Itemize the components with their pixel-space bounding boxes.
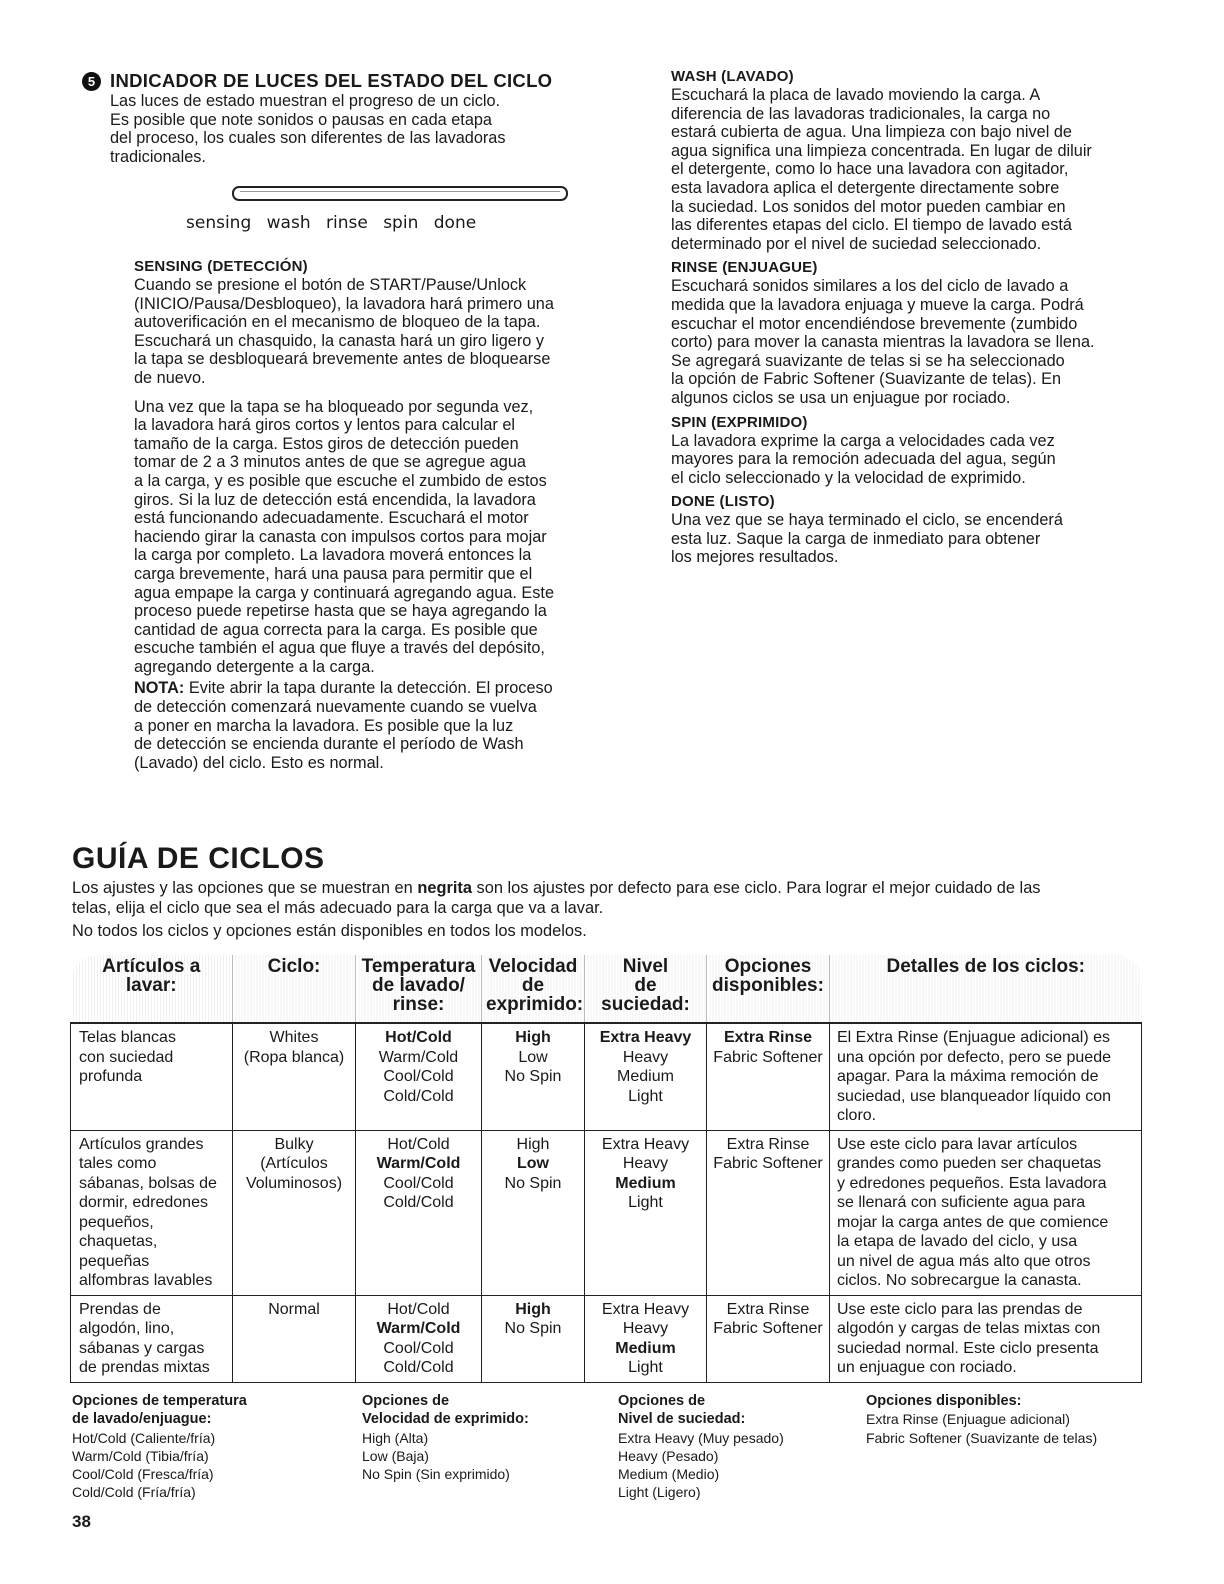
status-light-labels: sensing wash rinse spin done (186, 213, 477, 233)
cell-details: Use este ciclo para lavar artículos grandes como pueden ser chaquetas y edredones pequeños. Esta lavadora se llenará con suficiente agua para mojar la carga antes de que comience la etapa de lavado del ciclo, y usa un nivel de agua más alto que otros ciclos. No sobrecargue la canasta. (830, 1130, 1142, 1295)
header-items: Artículos a lavar: (71, 955, 233, 1023)
cell-details: El Extra Rinse (Enjuague adicional) es una opción por defecto, pero se puede apagar. Para la máxima remoción de suciedad, use blanqueador líquido con cloro. (830, 1023, 1142, 1130)
guide-intro-line: No todos los ciclos y opciones están disponibles en todos los modelos. (72, 922, 587, 940)
legend-heading: Opciones de temperatura de lavado/enjuague: (72, 1393, 247, 1428)
cell-spin-speed: High Low No Spin (482, 1130, 585, 1295)
legend-soil-level (618, 1392, 784, 1502)
step-number-badge: 5 (82, 72, 101, 91)
header-options: Opciones disponibles: (707, 955, 830, 1023)
note-label: NOTA: (134, 679, 185, 698)
table-row (71, 1023, 1142, 1130)
table-body (71, 1023, 1142, 1382)
sensing-paragraph-2: Una vez que la tapa se ha bloqueado por segunda vez, la lavadora hará giros cortos y lentos para calcular el tamaño de la carga. Estos giros de detección pueden tomar de 2 a 3 minutos antes de que se agregue agua a la carga, y es posible que escuche el zumbido de estos giros. Si la luz de detección está encendida, la lavadora está funcionando adecuadamente. Escuchará el motor haciendo girar la canasta con impulsos cortos para mojar la carga por completo. La lavadora moverá entonces la carga brevemente, hará una pausa para permitir que el agua empape la carga y continuará agregando agua. Este proceso puede repetirse hasta que se haya agregando la cantidad de agua correcta para la carga. Es posible que escuche también el agua que fluye a través del depósito, agregando detergente a la carga. (134, 397, 554, 676)
rinse-heading: RINSE (ENJUAGUE) (671, 259, 818, 277)
section-title: INDICADOR DE LUCES DEL ESTADO DEL CICLO (110, 70, 553, 91)
sensing-block (134, 258, 602, 772)
guide-intro-part: Los ajustes y las opciones que se muestran en (72, 879, 418, 897)
legend-spin-speed (362, 1392, 529, 1483)
section-intro: Las luces de estado muestran el progreso de un ciclo. Es posible que note sonidos o pausas en cada etapa del proceso, los cuales son diferentes de las lavadoras tradicionales. (110, 92, 506, 166)
sensing-paragraph-1: Cuando se presione el botón de START/Pause/Unlock (INICIO/Pausa/Desbloqueo), la lavadora hará primero una autoverificación en el mecanismo de bloqueo de la tapa. Escuchará un chasquido, la canasta hará un giro ligero y la tapa se desbloqueará brevemente antes de bloquearse de nuevo. (134, 276, 554, 387)
done-heading: DONE (LISTO) (671, 493, 775, 511)
table-row (71, 1130, 1142, 1295)
cell-soil-level: Extra Heavy Heavy Medium Light (585, 1023, 707, 1130)
cell-options: Extra Rinse Fabric Softener (707, 1130, 830, 1295)
cell-spin-speed: High No Spin (482, 1295, 585, 1382)
cell-soil-level: Extra Heavy Heavy Medium Light (585, 1295, 707, 1382)
legend-items: Extra Rinse (Enjuague adicional) Fabric Softener (Suavizante de telas) (866, 1411, 1098, 1446)
cell-cycle: Whites (Ropa blanca) (233, 1023, 356, 1130)
cell-items: Artículos grandes tales como sábanas, bolsas de dormir, edredones pequeños, chaquetas, pequeñas alfombras lavables (71, 1130, 233, 1295)
guide-intro-line: telas, elija el ciclo que sea el más adecuado para la carga que va a lavar. (72, 899, 604, 917)
sensing-note (134, 679, 602, 772)
legend-items: High (Alta) Low (Baja) No Spin (Sin exprimido) (362, 1429, 510, 1483)
legend-heading: Opciones de Nivel de suciedad: (618, 1393, 746, 1428)
table-header-row (71, 955, 1142, 1023)
header-cycle: Ciclo: (233, 955, 356, 1023)
guide-title: GUÍA DE CICLOS (72, 842, 325, 875)
legend-items: Extra Heavy (Muy pesado) Heavy (Pesado) Medium (Medio) Light (Ligero) (618, 1429, 784, 1501)
cycle-stages-column (671, 68, 1141, 567)
status-light-bar-illustration (232, 186, 568, 201)
legend-items: Hot/Cold (Caliente/fría) Warm/Cold (Tibia/fría) Cool/Cold (Fresca/fría) Cold/Cold (Fría/fría) (72, 1429, 216, 1501)
sensing-heading: SENSING (DETECCIÓN) (134, 258, 308, 275)
cell-spin-speed: High Low No Spin (482, 1023, 585, 1130)
cell-temperature: Hot/Cold Warm/Cold Cool/Cold Cold/Cold (356, 1295, 482, 1382)
cell-cycle: Bulky (Artículos Voluminosos) (233, 1130, 356, 1295)
legend-temperature (72, 1392, 247, 1502)
header-temperature: Temperatura de lavado/ rinse: (356, 955, 482, 1023)
legend-heading: Opciones de Velocidad de exprimido: (362, 1393, 529, 1428)
note-text: Evite abrir la tapa durante la detección. El proceso de detección comenzará nuevamente cuando se vuelva a poner en marcha la lavadora. Es posible que la luz de detección se encienda durante el período de Wash (Lavado) del ciclo. Esto es normal. (134, 679, 553, 772)
header-details: Detalles de los ciclos: (830, 955, 1142, 1023)
spin-text: La lavadora exprime la carga a velocidades cada vez mayores para la remoción adecuada del agua, según el ciclo seleccionado y la velocidad de exprimido. (671, 431, 1056, 487)
cell-details: Use este ciclo para las prendas de algodón y cargas de telas mixtas con suciedad normal. Este ciclo presenta un enjuague con rociado. (830, 1295, 1142, 1382)
cell-temperature: Hot/Cold Warm/Cold Cool/Cold Cold/Cold (356, 1023, 482, 1130)
wash-text: Escuchará la placa de lavado moviendo la carga. A diferencia de las lavadoras tradicionales, la carga no estará cubierta de agua. Una limpieza con bajo nivel de agua significa una limpieza concentrada. En lugar de diluir el detergente, como lo hace una lavadora con agitador, esta lavadora aplica el detergente directamente sobre la suciedad. Los sonidos del motor pueden cambiar en las diferentes etapas del ciclo. El tiempo de lavado está determinado por el nivel de suciedad seleccionado. (671, 86, 1092, 253)
rinse-text: Escuchará sonidos similares a los del ciclo de lavado a medida que la lavadora enjuaga y mueve la carga. Podrá escuchar el motor encendiéndose brevemente (zumbido corto) para mover la canasta mientras la lavadora se llena. Se agregará suavizante de telas si se ha seleccionado la opción de Fabric Softener (Suavizante de telas). En algunos ciclos se usa un enjuague por rociado. (671, 277, 1095, 407)
table-row (71, 1295, 1142, 1382)
legend-options (866, 1392, 1097, 1447)
cell-items: Prendas de algodón, lino, sábanas y cargas de prendas mixtas (71, 1295, 233, 1382)
cell-temperature: Hot/Cold Warm/Cold Cool/Cold Cold/Cold (356, 1130, 482, 1295)
legend-heading: Opciones disponibles: (866, 1393, 1022, 1409)
cell-soil-level: Extra Heavy Heavy Medium Light (585, 1130, 707, 1295)
cell-items: Telas blancas con suciedad profunda (71, 1023, 233, 1130)
cell-cycle: Normal (233, 1295, 356, 1382)
page-number: 38 (72, 1512, 91, 1531)
guide-intro-bold: negrita (417, 879, 472, 897)
header-soil-level: Nivel de suciedad: (585, 955, 707, 1023)
done-text: Una vez que se haya terminado el ciclo, se encenderá esta luz. Saque la carga de inmediato para obtener los mejores resultados. (671, 511, 1063, 567)
guide-intro (72, 878, 1152, 941)
header-spin-speed: Velocidad de exprimido: (482, 955, 585, 1023)
cell-options: Extra Rinse Fabric Softener (707, 1023, 830, 1130)
wash-heading: WASH (LAVADO) (671, 68, 794, 85)
guide-intro-part: son los ajustes por defecto para ese ciclo. Para lograr el mejor cuidado de las (471, 879, 1041, 897)
cell-options: Extra Rinse Fabric Softener (707, 1295, 830, 1382)
cycle-guide-table (70, 955, 1142, 1383)
spin-heading: SPIN (EXPRIMIDO) (671, 413, 808, 431)
